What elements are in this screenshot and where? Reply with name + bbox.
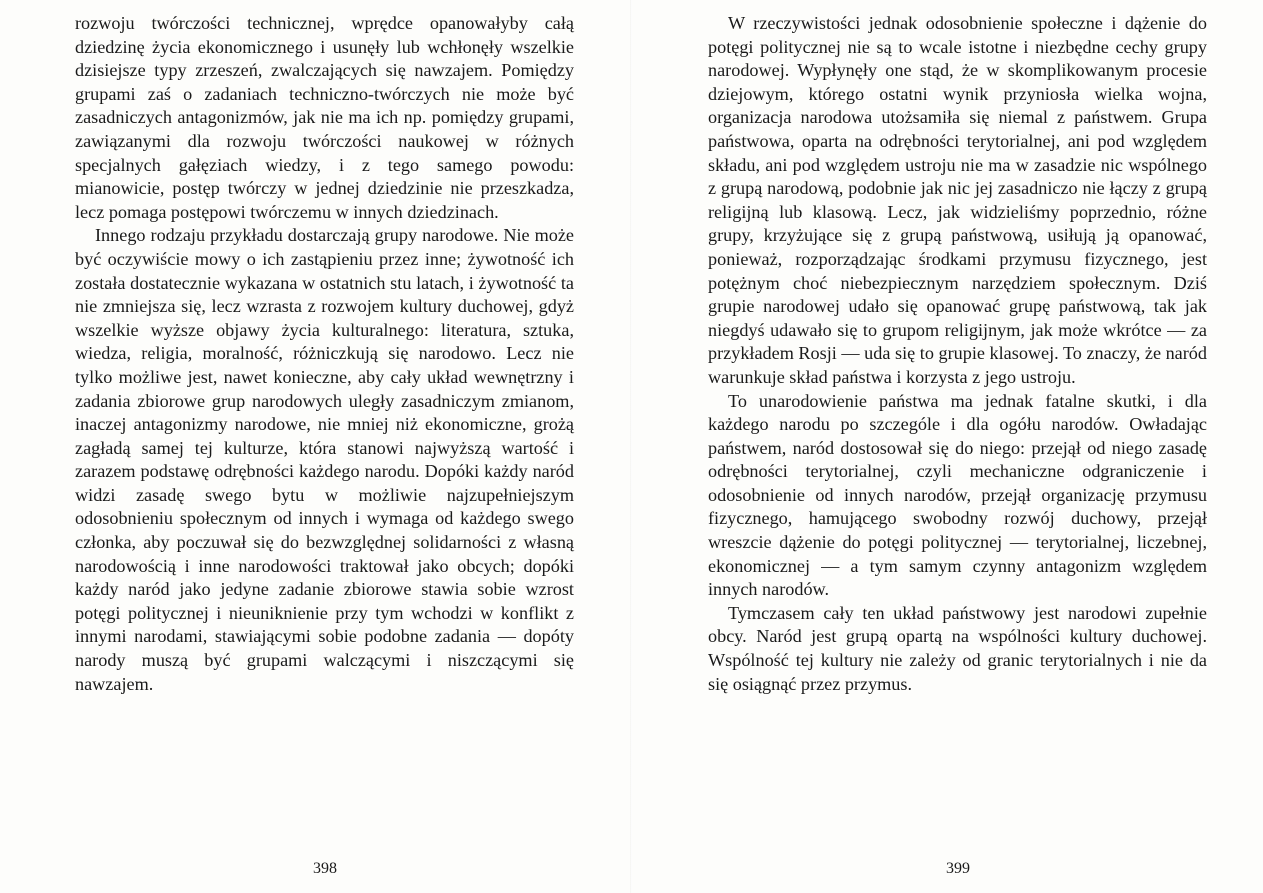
right-page-text	[708, 12, 1207, 696]
right-page	[631, 0, 1263, 893]
paragraph: rozwoju twórczości technicznej, wprędce opanowałyby całą dziedzinę życia ekonomicznego i usunęły lub wchłonęły wszelkie dzisiejsze typy zrzeszeń, zwalczających się nawzajem. Pomiędzy grupami zaś o zadaniach techniczno-twórczych nie może być zasadniczych antagonizmów, jak nie ma ich np. pomiędzy grupami, zawiązanymi dla rozwoju twórczości naukowej w różnych specjalnych gałęziach wiedzy, i z tego samego powodu: mianowicie, postęp twórczy w jednej dziedzinie nie przeszkadza, lecz pomaga postępowi twórczemu w innych dziedzinach.	[75, 13, 574, 222]
paragraph: Innego rodzaju przykładu dostarczają grupy narodowe. Nie może być oczywiście mowy o ich zastąpieniu przez inne; żywotność ich została dostatecznie wykazana w ostatnich stu latach, i żywotność ta nie zmniejsza się, lecz wzrasta z rozwojem kultury duchowej, gdyż wszelkie wyższe objawy życia kulturalnego: literatura, sztuka, wiedza, religia, moralność, różniczkują się narodowo. Lecz nie tylko możliwe jest, nawet konieczne, aby cały układ wewnętrzny i zadania zbiorowe grup narodowych uległy zasadniczym zmianom, inaczej antagonizmy narodowe, nie mniej niż ekonomiczne, grożą zagładą samej tej kulturze, która stanowi najwyższą wartość i zarazem podstawę odrębności każdego narodu. Dopóki każdy naród widzi zasadę swego bytu w możliwie najzupełniejszym odosobnieniu społecznym od innych i wymaga od każdego swego członka, aby poczuwał się do bezwzględnej solidarności z własną narodowością i inne narodowości traktował jako obcych; dopóki każdy naród jako jedyne zadanie zbiorowe stawia sobie wzrost potęgi politycznej i nieuniknienie przy tym wchodzi w konflikt z innymi narodami, stawiającymi sobie podobne zadania — dopóty narody muszą być grupami walczącymi i niszczącymi się nawzajem.	[75, 225, 574, 694]
page-number-left: 398	[313, 860, 337, 877]
paragraph: Tymczasem cały ten układ państwowy jest narodowi zupełnie obcy. Naród jest grupą opartą na wspólności kultury duchowej. Wspólność tej kultury nie zależy od granic terytorialnych i nie da się osiągnąć przez przymus.	[708, 602, 1207, 694]
left-page	[0, 0, 631, 893]
page-number-right: 399	[946, 860, 970, 877]
paragraph: To unarodowienie państwa ma jednak fatalne skutki, i dla każdego narodu po szczególe i dla ogółu narodów. Owładając państwem, naród dostosował się do niego: przejął od niego zasadę odrębności terytorialnej, czyli mechaniczne odgraniczenie i odosobnienie od innych narodów, przejął organizację przymusu fizycznego, hamującego swobodny rozwój duchowy, przejął wreszcie dążenie do potęgi politycznej — terytorialnej, liczebnej, ekonomicznej — a tym samym czynny antagonizm względem innych narodów.	[708, 390, 1207, 600]
paragraph: W rzeczywistości jednak odosobnienie społeczne i dążenie do potęgi politycznej nie są to wcale istotne i niezbędne cechy grupy narodowej. Wypłynęły one stąd, że w skomplikowanym procesie dziejowym, którego ostatni wynik przyniosła wielka wojna, organizacja narodowa utożsamiła się niemal z państwem. Grupa państwowa, oparta na odrębności terytorialnej, ani pod względem składu, ani pod względem ustroju nie ma w zasadzie nic wspólnego z grupą narodową, podobnie jak nic jej zasadniczo nie łączy z grupą religijną lub klasową. Lecz, jak widzieliśmy poprzednio, różne grupy, krzyżujące się z grupą państwową, usiłują ją opanować, ponieważ, rozporządzając środkami przymusu fizycznego, jest potężnym choć niebezpiecznym narzędziem społecznym. Dziś grupie narodowej udało się opanować grupę państwową, tak jak niegdyś udawało się to grupom religijnym, jak może wkrótce — za przykładem Rosji — uda się to grupie klasowej. To znaczy, że naród warunkuje skład państwa i korzysta z jego ustroju.	[708, 13, 1207, 387]
left-page-text	[75, 12, 574, 696]
